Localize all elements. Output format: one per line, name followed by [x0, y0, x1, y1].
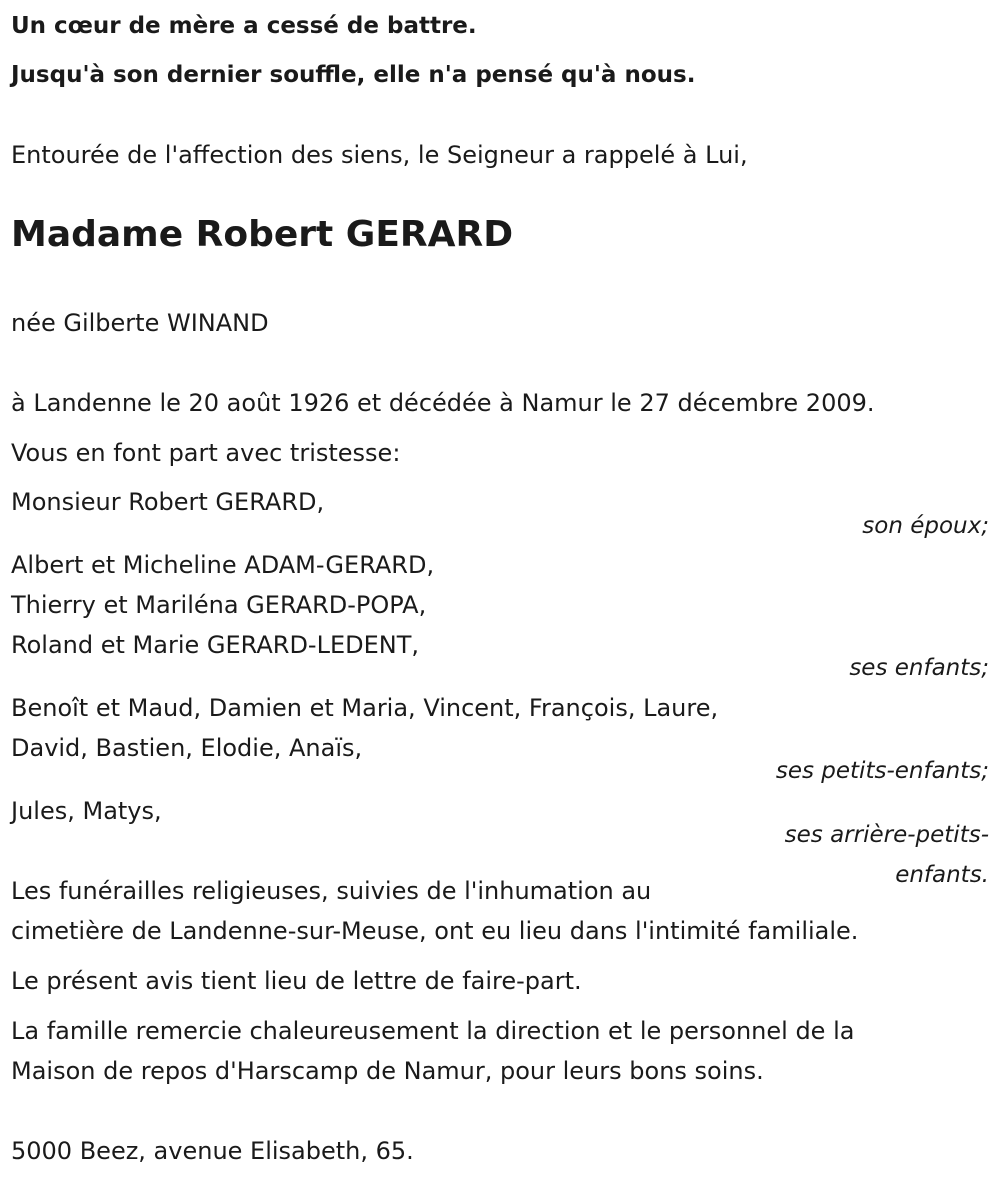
- headline-line-2: Jusqu'à son dernier souffle, elle n'a pensé qu'à nous.: [11, 62, 696, 88]
- headline-line-1: Un cœur de mère a cessé de battre.: [11, 13, 477, 39]
- address: 5000 Beez, avenue Elisabeth, 65.: [11, 1137, 414, 1165]
- grandchildren-names-1: Benoît et Maud, Damien et Maria, Vincent, François, Laure,: [11, 694, 719, 722]
- grandchildren-names-2: David, Bastien, Elodie, Anaïs,: [11, 734, 363, 762]
- deceased-name: Madame Robert GERARD: [11, 214, 514, 255]
- dates-line: à Landenne le 20 août 1926 et décédée à Namur le 27 décembre 2009.: [11, 389, 875, 417]
- children-relation: ses enfants;: [849, 655, 989, 681]
- child-name-2: Thierry et Mariléna GERARD-POPA,: [11, 591, 427, 619]
- thanks-line-1: La famille remercie chaleureusement la direction et le personnel de la: [11, 1017, 855, 1045]
- announcement: Vous en font part avec tristesse:: [11, 439, 401, 467]
- child-name-1: Albert et Micheline ADAM-GERARD,: [11, 551, 435, 579]
- grandchildren-relation: ses petits-enfants;: [775, 758, 989, 784]
- great-grandchildren-relation-1: ses arrière-petits-: [784, 822, 989, 848]
- funeral-line-2: cimetière de Landenne-sur-Meuse, ont eu lieu dans l'intimité familiale.: [11, 917, 859, 945]
- maiden-name: née Gilberte WINAND: [11, 309, 269, 337]
- great-grandchildren-names: Jules, Matys,: [11, 797, 162, 825]
- child-name-3: Roland et Marie GERARD-LEDENT,: [11, 631, 419, 659]
- intro-text: Entourée de l'affection des siens, le Seigneur a rappelé à Lui,: [11, 141, 748, 169]
- spouse-name: Monsieur Robert GERARD,: [11, 488, 325, 516]
- funeral-line-1: Les funérailles religieuses, suivies de l'inhumation au: [11, 877, 652, 905]
- great-grandchildren-relation-2: enfants.: [895, 862, 989, 888]
- thanks-line-2: Maison de repos d'Harscamp de Namur, pour leurs bons soins.: [11, 1057, 764, 1085]
- spouse-relation: son époux;: [862, 513, 989, 539]
- notice-text: Le présent avis tient lieu de lettre de faire-part.: [11, 967, 582, 995]
